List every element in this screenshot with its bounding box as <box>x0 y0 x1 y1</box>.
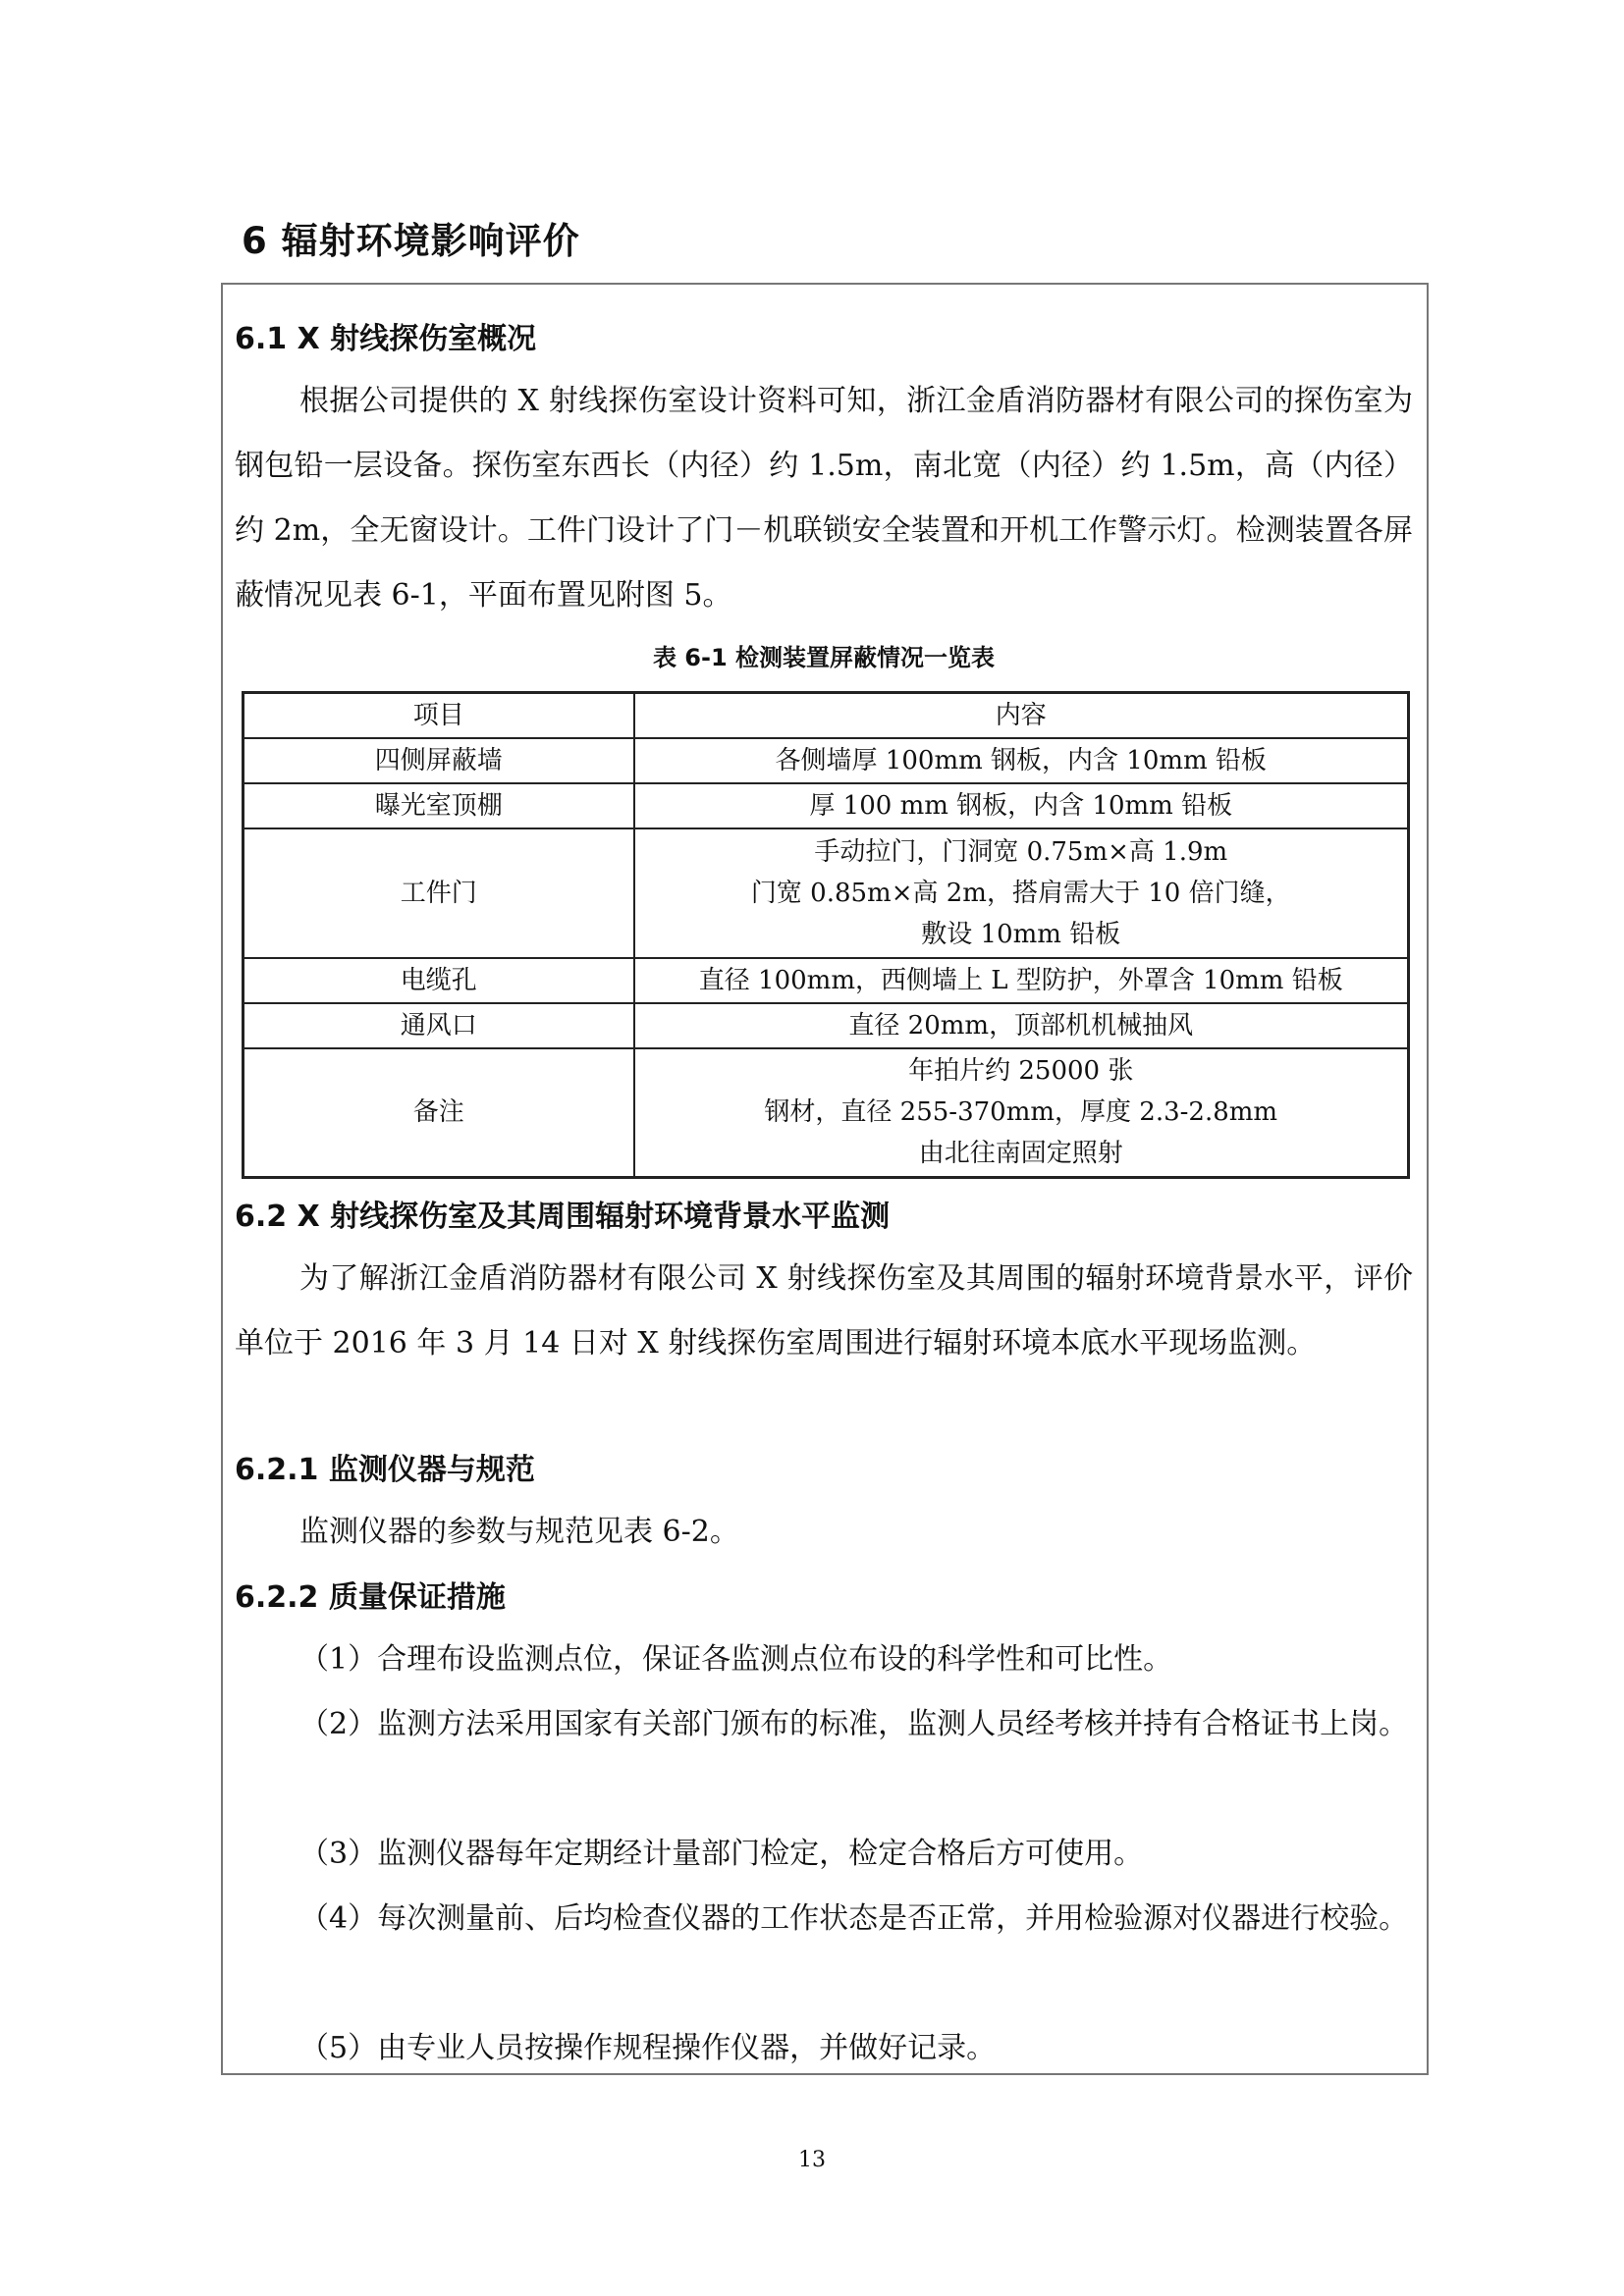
row-content-cell: 直径 20mm，顶部机机械抽风 <box>634 1003 1409 1048</box>
table-row <box>244 783 1409 828</box>
section-6-2-2-heading: 6.2.2 质量保证措施 <box>235 1580 506 1615</box>
table-row <box>244 828 1409 958</box>
row-content-cell: 年拍片约 25000 张 钢材，直径 255-370mm，厚度 2.3-2.8mm 由北往南固定照射 <box>634 1048 1409 1178</box>
section-6-1-paragraph: 根据公司提供的 X 射线探伤室设计资料可知，浙江金盾消防器材有限公司的探伤室为钢包铅一层设备。探伤室东西长（内径）约 1.5m，南北宽（内径）约 1.5m，高（内径）约 2m，全无窗设计。工件门设计了门－机联锁安全装置和开机工作警示灯。检测装置各屏蔽情况见表 6-1，平面布置见附图 5。 <box>235 384 1413 613</box>
row-item-cell: 曝光室顶棚 <box>244 783 634 828</box>
table-row <box>244 958 1409 1003</box>
quality-measure-item: （5）由专业人员按操作规程操作仪器，并做好记录。 <box>299 2031 997 2065</box>
section-6-2-1-heading: 6.2.1 监测仪器与规范 <box>235 1453 535 1487</box>
row-content-cell: 直径 100mm，西侧墙上 L 型防护，外罩含 10mm 铅板 <box>634 958 1409 1003</box>
section-6-2-paragraph: 为了解浙江金盾消防器材有限公司 X 射线探伤室及其周围的辐射环境背景水平，评价单位于 2016 年 3 月 14 日对 X 射线探伤室周围进行辐射环境本底水平现场监测。 <box>235 1261 1413 1361</box>
page-number: 13 <box>798 2148 826 2172</box>
table-row <box>244 1048 1409 1178</box>
row-item-cell: 通风口 <box>244 1003 634 1048</box>
row-content-cell: 各侧墙厚 100mm 钢板，内含 10mm 铅板 <box>634 738 1409 783</box>
row-item-cell: 备注 <box>244 1048 634 1178</box>
section-6-2-1-paragraph: 监测仪器的参数与规范见表 6-2。 <box>299 1515 739 1549</box>
quality-measure-item: （3）监测仪器每年定期经计量部门检定，检定合格后方可使用。 <box>299 1837 1144 1871</box>
quality-measure-item: （2）监测方法采用国家有关部门颁布的标准，监测人员经考核并持有合格证书上岗。 <box>299 1707 1409 1741</box>
quality-measure-item: （1）合理布设监测点位，保证各监测点位布设的科学性和可比性。 <box>299 1642 1173 1677</box>
row-item-cell: 四侧屏蔽墙 <box>244 738 634 783</box>
row-content-cell: 厚 100 mm 钢板，内含 10mm 铅板 <box>634 783 1409 828</box>
section-6-1-heading: 6.1 X 射线探伤室概况 <box>235 322 537 356</box>
table-header-item: 项目 <box>244 693 634 738</box>
row-item-cell: 电缆孔 <box>244 958 634 1003</box>
shielding-table <box>242 691 1410 1179</box>
row-content-cell: 手动拉门，门洞宽 0.75m×高 1.9m 门宽 0.85m×高 2m，搭肩需大于 10 倍门缝， 敷设 10mm 铅板 <box>634 828 1409 958</box>
table-row <box>244 738 1409 783</box>
table-header-content: 内容 <box>634 693 1409 738</box>
table-row <box>244 1003 1409 1048</box>
quality-measure-item: （4）每次测量前、后均检查仪器的工作状态是否正常，并用检验源对仪器进行校验。 <box>299 1901 1409 1936</box>
table-6-1-caption: 表 6-1 检测装置屏蔽情况一览表 <box>652 644 996 671</box>
section-6-2-heading: 6.2 X 射线探伤室及其周围辐射环境背景水平监测 <box>235 1200 891 1234</box>
row-item-cell: 工件门 <box>244 828 634 958</box>
chapter-title: 6 辐射环境影响评价 <box>242 220 580 262</box>
